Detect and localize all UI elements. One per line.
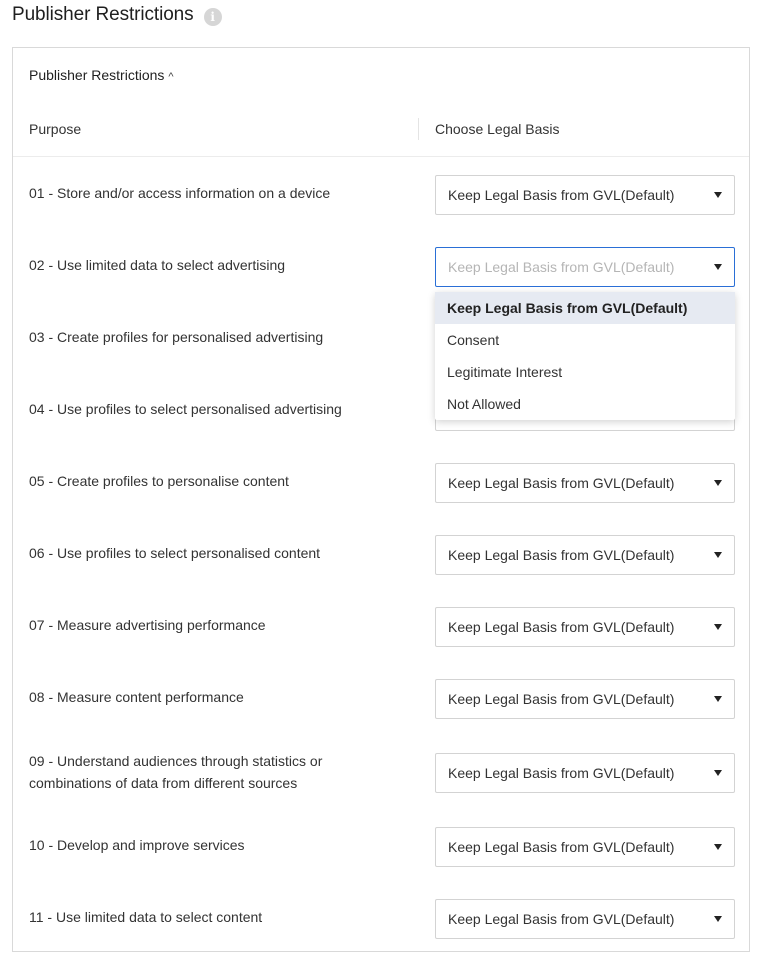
section-label: Publisher Restrictions [29, 67, 165, 83]
purpose-label: 09 - Understand audiences through statistics or combinations of data from different sources [29, 753, 323, 791]
publisher-restrictions-panel [12, 47, 750, 952]
caret-down-icon [714, 552, 722, 558]
purpose-label: 08 - Measure content performance [29, 689, 244, 705]
info-icon[interactable]: i [204, 8, 222, 26]
caret-down-icon [714, 192, 722, 198]
select-value: Keep Legal Basis from GVL(Default) [448, 911, 675, 927]
select-value: Keep Legal Basis from GVL(Default) [448, 839, 675, 855]
caret-down-icon [714, 696, 722, 702]
column-header-legal-basis: Choose Legal Basis [435, 121, 560, 137]
legal-basis-select[interactable] [435, 753, 735, 793]
legal-basis-select[interactable] [435, 535, 735, 575]
purpose-label: 05 - Create profiles to personalise content [29, 473, 289, 489]
caret-down-icon [714, 264, 722, 270]
select-value: Keep Legal Basis from GVL(Default) [448, 691, 675, 707]
purpose-label: 11 - Use limited data to select content [29, 909, 263, 925]
dropdown-option-legitimate-interest[interactable]: Legitimate Interest [447, 364, 563, 380]
purpose-label: 06 - Use profiles to select personalised content [29, 545, 321, 561]
legal-basis-select[interactable] [435, 175, 735, 215]
purpose-label: 10 - Develop and improve services [29, 837, 245, 853]
purpose-label: 04 - Use profiles to select personalised advertising [29, 401, 342, 417]
column-header-purpose: Purpose [29, 121, 82, 137]
select-value: Keep Legal Basis from GVL(Default) [448, 259, 675, 275]
page-title [12, 4, 222, 26]
chevron-up-icon: ^ [168, 70, 174, 83]
legal-basis-select[interactable] [435, 607, 735, 647]
select-value: Keep Legal Basis from GVL(Default) [448, 619, 675, 635]
select-value: Keep Legal Basis from GVL(Default) [448, 547, 675, 563]
header-divider [13, 156, 749, 157]
purpose-label: 07 - Measure advertising performance [29, 617, 266, 633]
page-title-text: Publisher Restrictions [12, 4, 194, 25]
dropdown-option-keep-default[interactable]: Keep Legal Basis from GVL(Default) [435, 292, 735, 324]
select-value: Keep Legal Basis from GVL(Default) [448, 187, 675, 203]
legal-basis-select[interactable] [435, 679, 735, 719]
dropdown-option-not-allowed[interactable]: Not Allowed [447, 396, 521, 412]
legal-basis-select[interactable] [435, 463, 735, 503]
section-toggle[interactable] [29, 67, 174, 83]
legal-basis-dropdown-menu [435, 292, 735, 420]
caret-down-icon [714, 770, 722, 776]
column-divider [418, 118, 419, 140]
caret-down-icon [714, 480, 722, 486]
select-value: Keep Legal Basis from GVL(Default) [448, 475, 675, 491]
purpose-label: 02 - Use limited data to select advertising [29, 257, 286, 273]
purpose-label: 03 - Create profiles for personalised advertising [29, 329, 324, 345]
caret-down-icon [714, 624, 722, 630]
caret-down-icon [714, 844, 722, 850]
dropdown-option-consent[interactable]: Consent [447, 332, 500, 348]
select-value: Keep Legal Basis from GVL(Default) [448, 765, 675, 781]
legal-basis-select[interactable] [435, 899, 735, 939]
legal-basis-select[interactable] [435, 247, 735, 287]
purpose-label: 01 - Store and/or access information on a device [29, 185, 331, 201]
caret-down-icon [714, 916, 722, 922]
legal-basis-select[interactable] [435, 827, 735, 867]
